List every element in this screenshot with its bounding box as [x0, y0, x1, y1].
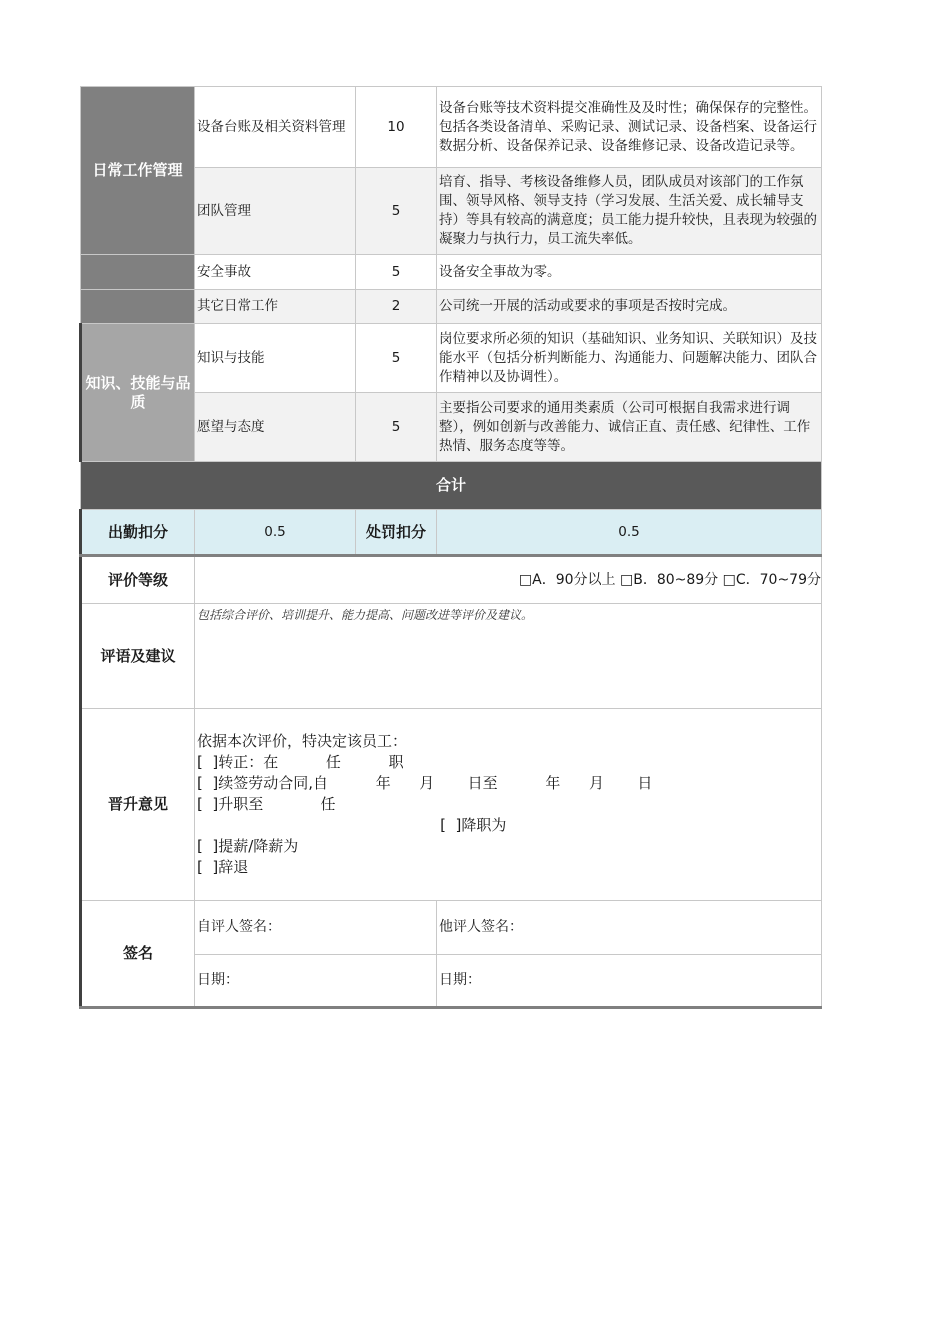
category-daily-work: 日常工作管理	[81, 87, 195, 255]
table-row	[81, 604, 822, 709]
table-row	[81, 324, 822, 393]
item-name: 知识与技能	[195, 324, 356, 393]
item-name: 安全事故	[195, 255, 356, 290]
penalty-value[interactable]: 0.5	[437, 510, 822, 556]
table-row	[81, 556, 822, 604]
item-score: 5	[356, 255, 437, 290]
table-row	[81, 462, 822, 510]
category-filler	[81, 255, 195, 290]
category-skills: 知识、技能与品质	[81, 324, 195, 462]
other-date-field[interactable]: 日期：	[437, 955, 822, 1008]
table-row	[81, 290, 822, 324]
evaluation-table	[79, 86, 822, 1009]
category-filler	[81, 290, 195, 324]
penalty-label: 处罚扣分	[356, 510, 437, 556]
signature-label: 签名	[81, 901, 195, 1008]
table-row	[81, 255, 822, 290]
item-description: 培育、指导、考核设备维修人员，团队成员对该部门的工作氛围、领导风格、领导支持（学习发展、生活关爱、成长辅导支持）等具有较高的满意度；员工能力提升较快，且表现为较强的凝聚力与执行力，员工流失率低。	[437, 168, 822, 255]
promotion-option-dismiss[interactable]: [ ]辞退	[197, 858, 249, 876]
promotion-line: 依据本次评价，特决定该员工：	[197, 732, 408, 750]
item-description: 设备安全事故为零。	[437, 255, 822, 290]
item-score: 10	[356, 87, 437, 168]
grade-options[interactable]: □A．90分以上 □B．80~89分 □C．70~79分	[195, 556, 822, 604]
comment-label: 评语及建议	[81, 604, 195, 709]
item-description: 设备台账等技术资料提交准确性及及时性；确保保存的完整性。包括各类设备清单、采购记录、测试记录、设备档案、设备运行数据分析、设备保养记录、设备维修记录、设备改造记录等。	[437, 87, 822, 168]
other-signature-field[interactable]: 他评人签名：	[437, 901, 822, 955]
attendance-value[interactable]: 0.5	[195, 510, 356, 556]
item-name: 其它日常工作	[195, 290, 356, 324]
table-row	[81, 510, 822, 556]
self-date-field[interactable]: 日期：	[195, 955, 437, 1008]
item-description: 公司统一开展的活动或要求的事项是否按时完成。	[437, 290, 822, 324]
item-name: 愿望与态度	[195, 393, 356, 462]
item-description: 岗位要求所必须的知识（基础知识、业务知识、关联知识）及技能水平（包括分析判断能力、沟通能力、问题解决能力、团队合作精神以及协调性）。	[437, 324, 822, 393]
promotion-option-demote[interactable]: [ ]降职为	[197, 816, 507, 834]
item-score: 5	[356, 393, 437, 462]
attendance-label: 出勤扣分	[81, 510, 195, 556]
item-name: 设备台账及相关资料管理	[195, 87, 356, 168]
item-score: 2	[356, 290, 437, 324]
evaluation-sheet	[79, 86, 820, 1009]
item-description: 主要指公司要求的通用类素质（公司可根据自我需求进行调整），例如创新与改善能力、诚信正直、责任感、纪律性、工作热情、服务态度等等。	[437, 393, 822, 462]
comment-field[interactable]: 包括综合评价、培训提升、能力提高、问题改进等评价及建议。	[195, 604, 822, 709]
table-row	[81, 87, 822, 168]
promotion-option-regularize[interactable]: [ ]转正：在 任 职	[197, 753, 404, 771]
promotion-option-salary[interactable]: [ ]提薪/降薪为	[197, 837, 299, 855]
item-score: 5	[356, 168, 437, 255]
self-signature-field[interactable]: 自评人签名：	[195, 901, 437, 955]
promotion-field[interactable]	[195, 709, 822, 901]
promotion-option-promote[interactable]: [ ]升职至 任	[197, 795, 336, 813]
item-score: 5	[356, 324, 437, 393]
promotion-option-renew-contract[interactable]: [ ]续签劳动合同,自 年 月 日至 年 月 日	[197, 774, 653, 792]
total-label: 合计	[81, 462, 822, 510]
table-row	[81, 709, 822, 901]
table-row	[81, 901, 822, 955]
promotion-label: 晋升意见	[81, 709, 195, 901]
item-name: 团队管理	[195, 168, 356, 255]
grade-label: 评价等级	[81, 556, 195, 604]
